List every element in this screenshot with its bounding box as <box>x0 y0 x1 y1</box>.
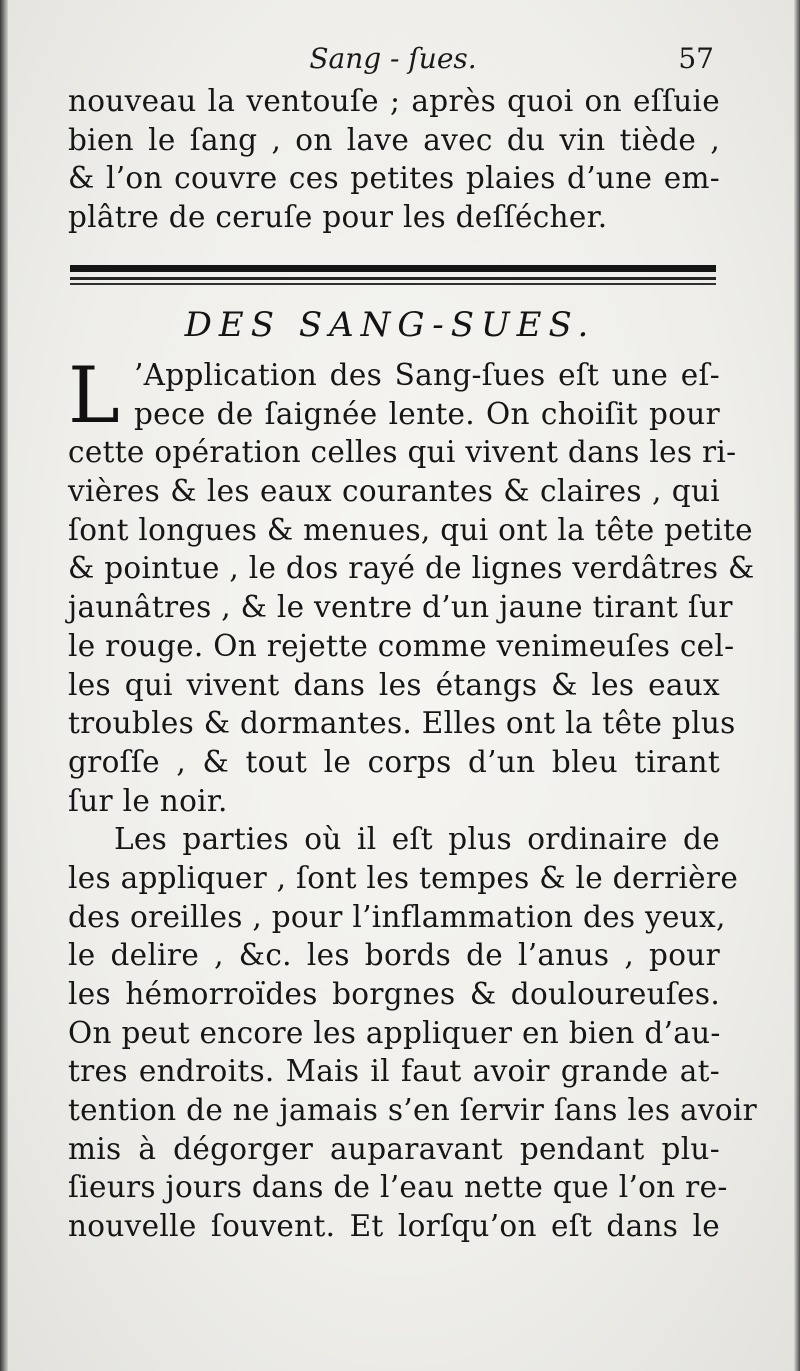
running-head-title: Sang - ſues. <box>309 42 477 75</box>
text-line: plâtre de ceruſe pour les deſſécher. <box>68 200 608 235</box>
page-edge-left <box>0 0 8 1371</box>
text-line: les appliquer , ſont les tempes & le derrière <box>68 860 739 895</box>
running-head <box>68 42 718 82</box>
drop-cap: L <box>68 351 121 441</box>
text-line: le rouge. On rejette comme venimeuſes cel- <box>68 628 735 663</box>
text-line: les hémorroïdes borgnes & douloureuſes. <box>68 977 720 1011</box>
text-line: des oreilles , pour l’inflammation des yeux, <box>68 899 726 934</box>
text-line: le delire , &c. les bords de l’anus , pour <box>68 938 720 973</box>
text-line: On peut encore les appliquer en bien d’au- <box>68 1015 721 1050</box>
text-line: Les parties où il eſt plus ordinaire de <box>114 822 720 857</box>
text-line: nouvelle ſouvent. Et lorſqu’on eſt dans le <box>68 1209 720 1244</box>
text-line: tention de ne jamais s’en ſervir ſans les avoir <box>68 1093 758 1128</box>
paragraph-1 <box>68 351 755 820</box>
text-line: & l’on couvre ces petites plaies d’une em- <box>68 161 720 196</box>
text-line: cette opération celles qui vivent dans les ri- <box>68 435 737 470</box>
text-line: ’Application des Sang-ſues eſt une eſ- <box>134 358 720 392</box>
text-line: mis à dégorger auparavant pendant plu- <box>68 1131 720 1166</box>
text-line: nouveau la ventouſe ; après quoi on eſſuie <box>68 84 720 118</box>
text-line: groſſe , & tout le corps d’un bleu tirant <box>68 744 720 779</box>
section-heading: DES SANG-SUES. <box>184 305 596 345</box>
page-number: 57 <box>678 42 714 75</box>
text-line: ſont longues & menues, qui ont la tête petite <box>68 512 753 547</box>
text-line: les qui vivent dans les étangs & les eaux <box>68 667 720 702</box>
text-line: troubles & dormantes. Elles ont la tête plus <box>68 706 736 741</box>
text-line: ſur le noir. <box>68 783 228 818</box>
text-line: ſieurs jours dans de l’eau nette que l’on re- <box>68 1170 728 1205</box>
continued-paragraph <box>68 82 720 237</box>
main-text <box>68 351 758 1246</box>
text-line: & pointue , le dos rayé de lignes verdâtres & <box>68 551 755 586</box>
text-line: pece de ſaignée lente. On choiſit pour <box>134 396 720 431</box>
text-line: tres endroits. Mais il faut avoir grande at- <box>68 1054 720 1089</box>
text-line: bien le ſang , on lave avec du vin tiède , <box>68 122 720 157</box>
text-line: vières & les eaux courantes & claires , qui <box>68 474 720 509</box>
ornamental-rule <box>70 263 716 289</box>
text-line: jaunâtres , & le ventre d’un jaune tirant ſur <box>68 590 733 625</box>
paragraph-2 <box>68 820 758 1246</box>
page-edge-right <box>794 0 800 1371</box>
